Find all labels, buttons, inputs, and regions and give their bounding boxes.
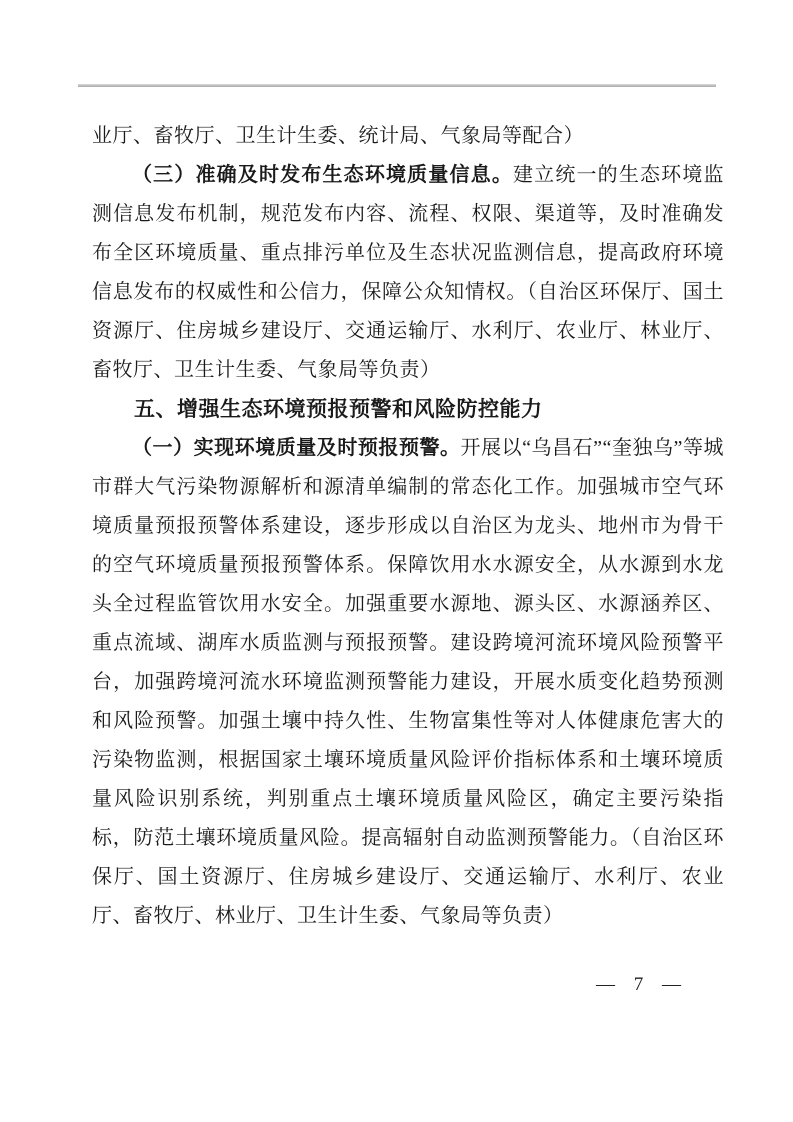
item-3-lead: （三）准确及时发布生态环境质量信息。 [132, 164, 513, 186]
item-3-body: 建立统一的生态环境监测信息发布机制，规范发布内容、流程、权限、渠道等，及时准确发布全区环境质量、重点排污单位及生态状况监测信息，提高政府环境信息发布的权威性和公信力，保障公众知情权。（自治区环保厅、国土资源厅、住房城乡建设厅、交通运输厅、水利厅、农业厅、林业厅、畜牧厅、卫生计生委、气象局等负责） [92, 164, 725, 381]
paragraph-item-1 [92, 429, 724, 936]
header-divider-rule [78, 84, 716, 87]
document-body [92, 117, 724, 936]
section-5-heading: 五、增强生态环境预报预警和风险防控能力 [134, 398, 543, 421]
page-number: — 7 — [596, 974, 683, 995]
item-1-lead: （一）实现环境质量及时预报预警。 [132, 437, 461, 459]
paragraph-item-3 [92, 156, 724, 390]
item-1-body: 开展以“乌昌石”“奎独乌”等城市群大气污染物源解析和源清单编制的常态化工作。加强城市空气环境质量预报预警体系建设，逐步形成以自治区为龙头、地州市为骨干的空气环境质量预报预警体系。保障饮用水水源安全，从水源到水龙头全过程监管饮用水安全。加强重要水源地、源头区、水源涵养区、重点流域、湖库水质监测与预报预警。建设跨境河流环境风险预警平台，加强跨境河流水环境监测预警能力建设，开展水质变化趋势预测和风险预警。加强土壤中持久性、生物富集性等对人体健康危害大的污染物监测，根据国家土壤环境质量风险评价指标体系和土壤环境质量风险识别系统，判别重点土壤环境质量风险区，确定主要污染指标，防范土壤环境质量风险。提高辐射自动监测预警能力。（自治区环保厅、国土资源厅、住房城乡建设厅、交通运输厅、水利厅、农业厅、畜牧厅、林业厅、卫生计生委、气象局等负责） [92, 437, 724, 927]
continuation-paragraph: 业厅、畜牧厅、卫生计生委、统计局、气象局等配合） [92, 125, 584, 147]
